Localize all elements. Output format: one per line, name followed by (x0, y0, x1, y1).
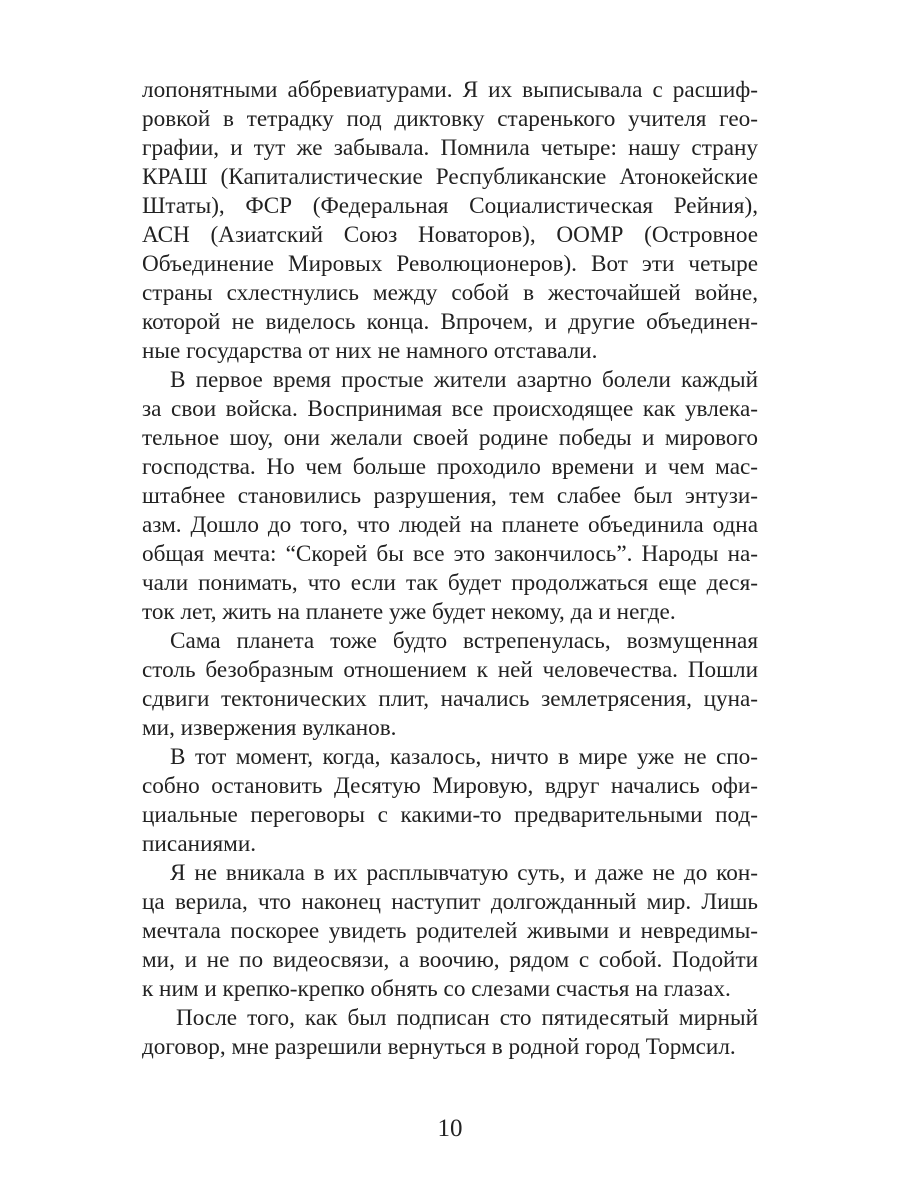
text-line: ровкой в тетрадку под диктовку старенького учителя гео- (142, 106, 758, 132)
paragraph-first-line: После того, как был подписан сто пятидесятый мирный (176, 1005, 758, 1031)
text-line: азм. Дошло до того, что людей на планете объединила одна (142, 512, 758, 538)
text-line: господства. Но чем больше проходило времени и чем мас- (142, 454, 758, 480)
text-line: ца верила, что наконец наступит долгожданный мир. Лишь (142, 889, 758, 915)
text-line: лопонятными аббревиатурами. Я их выписывала с расшиф- (142, 77, 758, 103)
text-line: АСН (Азиатский Союз Новаторов), ООМР (Островное (142, 222, 758, 248)
text-line: графии, и тут же забывала. Помнила четыре: нашу страну (142, 135, 758, 161)
text-line: ток лет, жить на планете уже будет некому, да и негде. (142, 599, 676, 625)
text-line: за свои войска. Воспринимая все происходящее как увлека- (142, 396, 758, 422)
page-number: 10 (437, 1115, 463, 1142)
text-line: ные государства от них не намного отставали. (142, 338, 598, 364)
text-line: сдвиги тектонических плит, начались землетрясения, цуна- (142, 686, 758, 712)
text-line: тельное шоу, они желали своей родине победы и мирового (142, 425, 758, 451)
text-line: мечтала поскорее увидеть родителей живыми и невредимы- (142, 918, 758, 944)
paragraph-first-line: Я не вникала в их расплывчатую суть, и даже не до кон- (170, 860, 758, 886)
text-line: КРАШ (Капиталистические Республиканские Атонокейские (142, 164, 758, 190)
text-line: чали понимать, что если так будет продолжаться еще деся- (142, 570, 758, 596)
text-line: Объединение Мировых Революционеров). Вот эти четыре (142, 251, 758, 277)
text-line: ми, извержения вулканов. (142, 715, 397, 741)
text-line: собно остановить Десятую Мировую, вдруг начались офи- (142, 773, 758, 799)
text-line: которой не виделось конца. Впрочем, и другие объединен- (142, 309, 758, 335)
text-line: циальные переговоры с какими-то предварительными под- (142, 802, 758, 828)
paragraph-first-line: В тот момент, когда, казалось, ничто в мире уже не спо- (170, 744, 758, 770)
text-line: общая мечта: “Скорей бы все это закончилось”. Народы на- (142, 541, 758, 567)
page-body (142, 76, 758, 1062)
text-line: к ним и крепко-крепко обнять со слезами счастья на глазах. (142, 976, 731, 1002)
text-line: ми, и не по видеосвязи, а воочию, рядом с собой. Подойти (142, 947, 758, 973)
text-line: страны схлестнулись между собой в жесточайшей войне, (142, 280, 758, 306)
text-line: писаниями. (142, 831, 257, 857)
text-line: договор, мне разрешили вернуться в родной город Тормсил. (142, 1034, 736, 1060)
text-line: штабнее становились разрушения, тем слабее был энтузи- (142, 483, 758, 509)
text-line: Штаты), ФСР (Федеральная Социалистическая Рейния), (142, 193, 758, 219)
paragraph-first-line: В первое время простые жители азартно болели каждый (170, 367, 758, 393)
paragraph-first-line: Сама планета тоже будто встрепенулась, возмущенная (170, 628, 758, 654)
text-line: столь безобразным отношением к ней человечества. Пошли (142, 657, 758, 683)
